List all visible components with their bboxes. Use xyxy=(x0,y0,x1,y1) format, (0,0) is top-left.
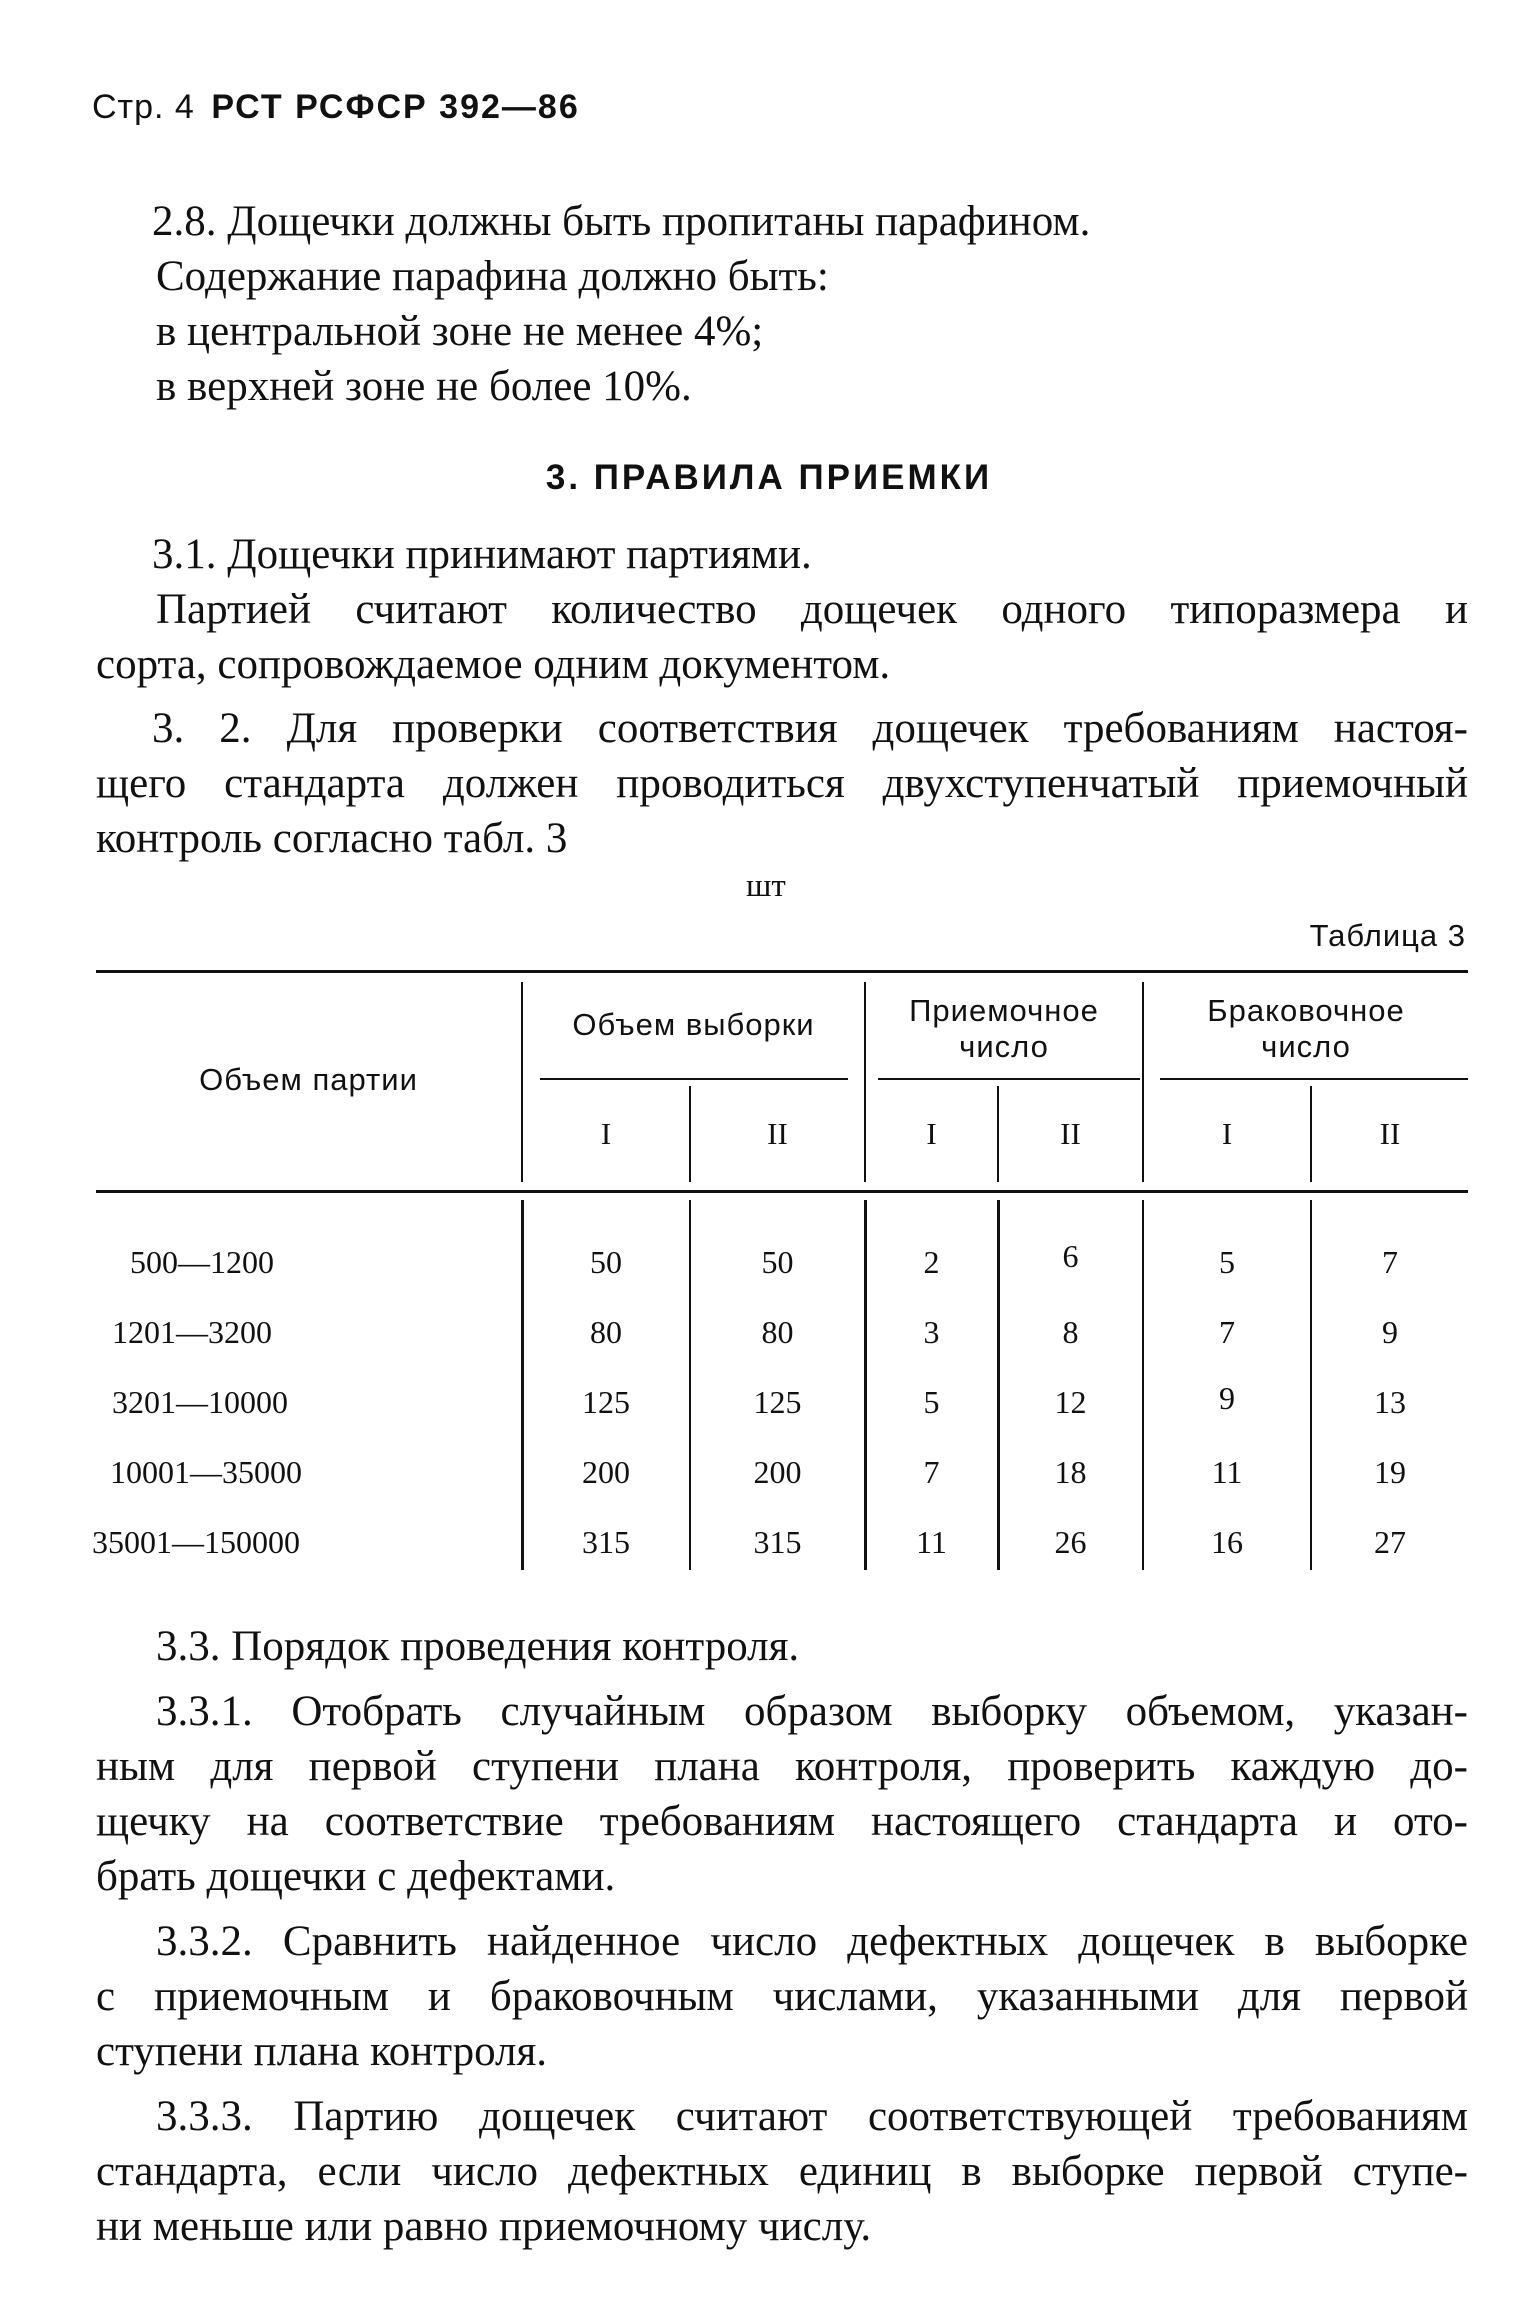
paragraph-3-3-3-line-1: 3.3.3. Партию дощечек считают соответствующей требованиям xyxy=(156,2093,1468,2140)
paragraph-3-3-1-line-2: ным для первой ступени плана контроля, проверить каждую до- xyxy=(96,1743,1468,1790)
cell-value: 200 xyxy=(753,1454,802,1490)
col-header-sample: Объем выборки xyxy=(572,1007,815,1042)
cell-value: 9 xyxy=(1219,1380,1235,1416)
paragraph-3-2-line-1: 3. 2. Для проверки соответствия дощечек требованиям настоя- xyxy=(152,705,1468,752)
cell-value: 6 xyxy=(1062,1238,1079,1274)
col-header-reject-line-2: число xyxy=(1261,1029,1351,1064)
paragraph-2-8-line-2: Содержание парафина должно быть: xyxy=(156,253,829,300)
cell-value: 7 xyxy=(1219,1314,1235,1350)
cell-value: 2 xyxy=(923,1244,940,1280)
col-header-lot: Объем партии xyxy=(199,1062,418,1097)
table-units: шт xyxy=(746,868,786,904)
cell-value: 9 xyxy=(1382,1314,1398,1350)
col-header-reject-line-1: Браковочное xyxy=(1207,993,1405,1028)
lot-range: 10001—35000 xyxy=(110,1454,302,1490)
cell-value: 5 xyxy=(1219,1244,1235,1280)
cell-value: 3 xyxy=(923,1314,940,1350)
cell-value: 315 xyxy=(582,1524,630,1560)
cell-value: 50 xyxy=(761,1244,794,1280)
paragraph-3-3-2-line-3: ступени плана контроля. xyxy=(96,2028,548,2075)
section-heading: 3. ПРАВИЛА ПРИЕМКИ xyxy=(545,458,993,497)
paragraph-3-3-2-line-2: с приемочным и браковочным числами, указанными для первой xyxy=(96,1973,1468,2020)
table-top-rule xyxy=(96,970,1468,973)
paragraph-3-3-1-line-4: брать дощечки с дефектами. xyxy=(96,1853,616,1900)
cell-value: 7 xyxy=(923,1454,940,1490)
stage-header: I xyxy=(926,1116,937,1151)
paragraph-3-1-body-line-2: сорта, сопровождаемое одним документом. xyxy=(96,641,891,688)
cell-value: 200 xyxy=(582,1454,630,1490)
table-label: Таблица 3 xyxy=(1309,918,1466,953)
paragraph-3-3: 3.3. Порядок проведения контроля. xyxy=(156,1623,800,1670)
paragraph-2-8-line-3: в центральной зоне не менее 4%; xyxy=(156,308,764,355)
paragraph-3-3-3-line-2: стандарта, если число дефектных единиц в выборке первой ступе- xyxy=(96,2148,1468,2195)
lot-range: 1201—3200 xyxy=(112,1314,272,1350)
sample-group-rule xyxy=(540,1078,848,1080)
cell-value: 16 xyxy=(1211,1524,1243,1560)
stage-header: I xyxy=(600,1116,612,1151)
cell-value: 13 xyxy=(1374,1384,1406,1420)
cell-value: 26 xyxy=(1054,1524,1087,1560)
paragraph-3-2-line-3: контроль согласно табл. 3 xyxy=(96,815,568,862)
cell-value: 27 xyxy=(1374,1524,1406,1560)
paragraph-2-8-line-4: в верхней зоне не более 10%. xyxy=(156,363,692,410)
stage-header: II xyxy=(1379,1116,1401,1151)
paragraph-2-8-line-1: 2.8. Дощечки должны быть пропитаны парафином. xyxy=(152,198,1091,245)
reject-group-rule xyxy=(1160,1078,1468,1080)
col-header-accept-line-1: Приемочное xyxy=(909,993,1099,1028)
page-number: Стр. 4 xyxy=(92,88,195,126)
lot-range: 35001—150000 xyxy=(92,1524,300,1560)
paragraph-3-2-line-2: щего стандарта должен проводиться двухступенчатый приемочный xyxy=(96,760,1468,807)
paragraph-3-3-3-line-3: ни меньше или равно приемочному числу. xyxy=(96,2203,872,2250)
cell-value: 50 xyxy=(590,1244,622,1280)
cell-value: 7 xyxy=(1382,1244,1398,1280)
cell-value: 8 xyxy=(1062,1314,1079,1350)
table-header-rule xyxy=(96,1190,1468,1193)
cell-value: 80 xyxy=(761,1314,794,1350)
paragraph-3-1-body-line-1: Партией считают количество дощечек одного типоразмера и xyxy=(156,586,1468,633)
accept-group-rule xyxy=(878,1078,1140,1080)
cell-value: 125 xyxy=(753,1384,802,1420)
cell-value: 80 xyxy=(590,1314,622,1350)
cell-value: 11 xyxy=(916,1524,947,1560)
lot-range: 500—1200 xyxy=(130,1244,274,1280)
cell-value: 5 xyxy=(923,1384,940,1420)
col-header-accept-line-2: число xyxy=(959,1029,1049,1064)
cell-value: 12 xyxy=(1054,1384,1087,1420)
cell-value: 125 xyxy=(582,1384,630,1420)
cell-value: 315 xyxy=(753,1524,802,1560)
stage-header: I xyxy=(1221,1116,1233,1151)
stage-header: II xyxy=(1060,1116,1081,1151)
stage-header: II xyxy=(767,1116,788,1151)
lot-range: 3201—10000 xyxy=(112,1384,288,1420)
cell-value: 19 xyxy=(1374,1454,1406,1490)
cell-value: 11 xyxy=(1211,1454,1243,1490)
page-header xyxy=(92,88,580,127)
standard-code: РСТ РСФСР 392—86 xyxy=(211,88,580,126)
paragraph-3-3-1-line-3: щечку на соответствие требованиям настоящего стандарта и ото- xyxy=(96,1798,1468,1845)
paragraph-3-1: 3.1. Дощечки принимают партиями. xyxy=(152,531,812,578)
paragraph-3-3-1-line-1: 3.3.1. Отобрать случайным образом выборку объемом, указан- xyxy=(156,1688,1468,1735)
cell-value: 18 xyxy=(1054,1454,1087,1490)
paragraph-3-3-2-line-1: 3.3.2. Сравнить найденное число дефектных дощечек в выборке xyxy=(156,1918,1468,1965)
